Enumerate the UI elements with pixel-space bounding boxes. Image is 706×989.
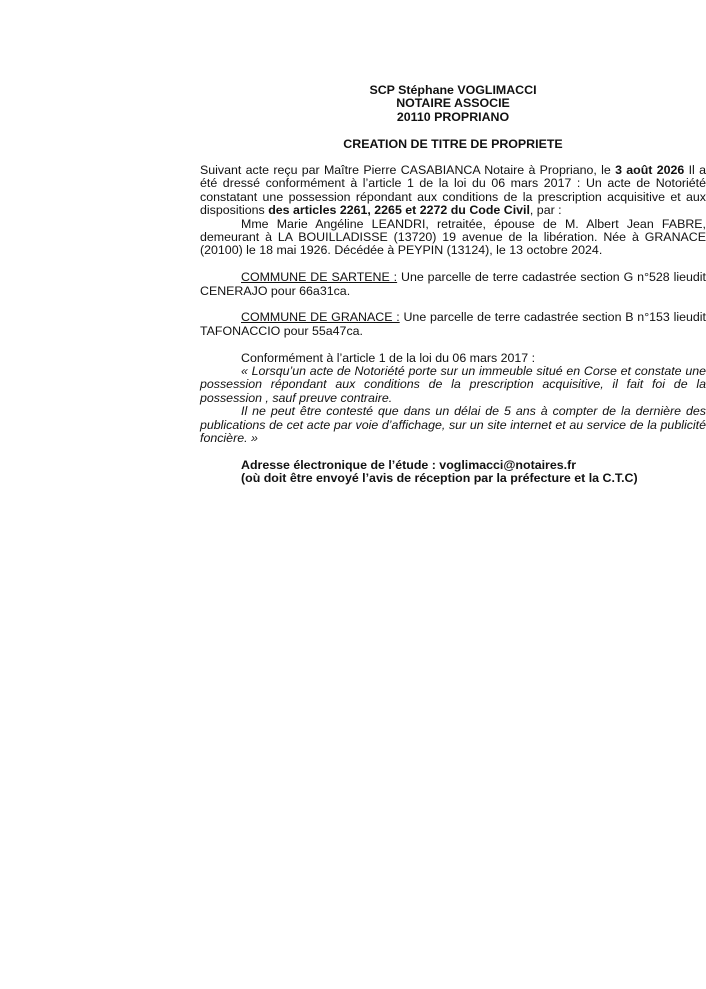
- civil-code-articles: des articles 2261, 2265 et 2272 du Code Civil: [268, 203, 530, 218]
- law-quote-1: « Lorsqu’un acte de Notoriété porte sur un immeuble situé en Corse et constate une possession répondant aux conditions de la prescription acquisitive, il fait foi de la possession , sauf preuve contraire.: [200, 364, 706, 405]
- document-title: CREATION DE TITRE DE PROPRIETE: [343, 137, 563, 151]
- spacer: [200, 298, 706, 311]
- parcel-granace-text: Une parcelle de terre cadastrée section B n°153 lieudit TAFONACCIO pour 55a47ca.: [200, 310, 706, 338]
- receipt-note: (où doit être envoyé l’avis de réception par la préfecture et la C.T.C): [241, 471, 638, 486]
- intro-text-1: Suivant acte reçu par Maître Pierre CASABIANCA Notaire à Propriano, le: [200, 163, 616, 177]
- parcel-sartene-text: Une parcelle de terre cadastrée section G n°528 lieudit CENERAJO pour 66a31ca.: [200, 270, 706, 298]
- intro-paragraph: [200, 164, 706, 218]
- notary-name: SCP Stéphane VOGLIMACCI: [369, 83, 537, 97]
- spacer: [200, 258, 706, 271]
- notary-city: 20110 PROPRIANO: [396, 109, 510, 124]
- email-line: Adresse électronique de l’étude : voglimacci@notaires.fr: [241, 457, 577, 472]
- intro-text-2: Il a été dressé conformément à l’article 1 de la loi du 06 mars 2017 : Un acte de Notoriété constatant une possession répondant aux conditions de la prescription acquisitive et aux dispositions: [200, 163, 706, 218]
- person-paragraph: Mme Marie Angéline LEANDRI, retraitée, épouse de M. Albert Jean FABRE, demeurant à LA BOUILLADISSE (13720) 19 avenue de la libération. Née à GRANACE (20100) le 18 mai 1926. Décédée à PEYPIN (13124), le 13 octobre 2024.: [200, 216, 706, 258]
- spacer: [200, 445, 706, 458]
- parcel-paragraph-sartene: [200, 271, 706, 298]
- spacer: [200, 338, 706, 351]
- law-quote-2: Il ne peut être contesté que dans un délai de 5 ans à compter de la dernière des publications de cet acte par voie d’affichage, sur un site internet et au service de la publicité foncière. »: [200, 404, 706, 446]
- deed-date: 3 août 2026: [615, 163, 685, 177]
- notary-header: [200, 84, 706, 124]
- commune-sartene: COMMUNE DE SARTENE :: [241, 270, 398, 285]
- parcel-paragraph-granace: [200, 311, 706, 338]
- law-intro: Conformément à l’article 1 de la loi du 06 mars 2017 :: [241, 350, 536, 365]
- notary-title: NOTAIRE ASSOCIE: [396, 96, 510, 111]
- notice-body: [200, 164, 706, 486]
- intro-text-3: , par :: [529, 203, 562, 218]
- commune-granace: COMMUNE DE GRANACE :: [241, 310, 400, 325]
